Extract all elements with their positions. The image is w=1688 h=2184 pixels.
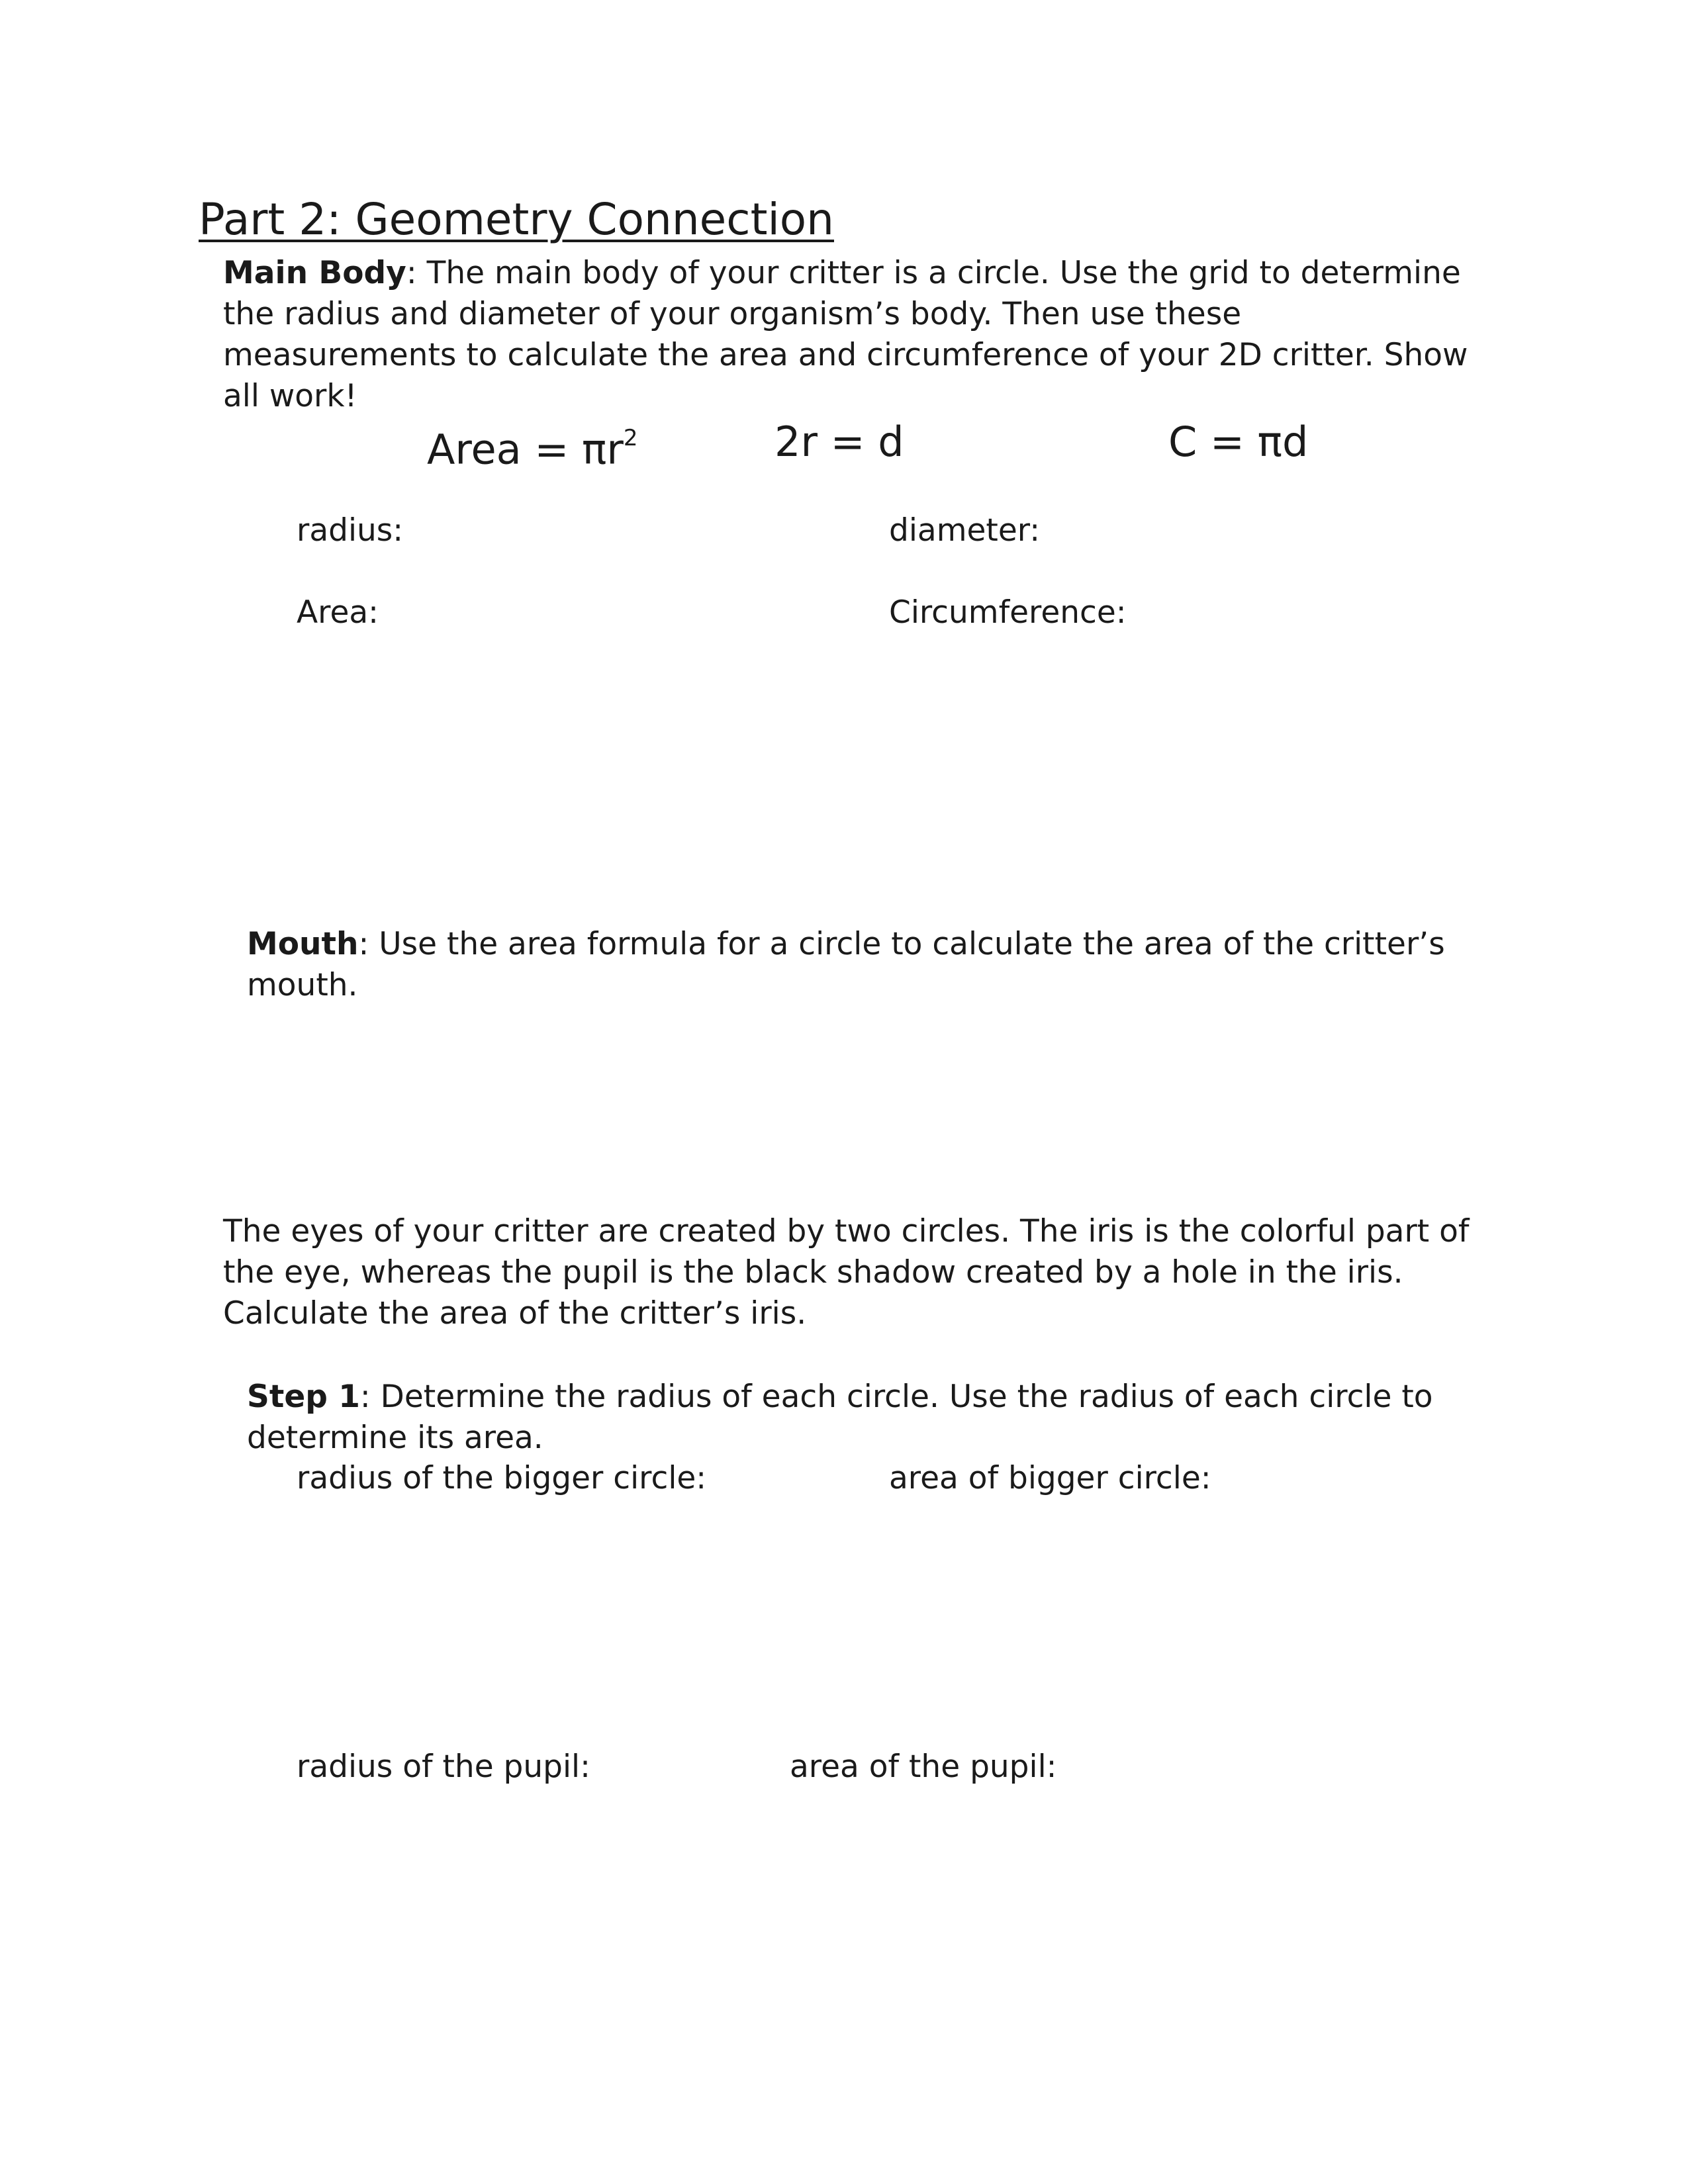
main-body-line-4: all work!	[223, 378, 357, 414]
main-body-line-3: measurements to calculate the area and circumference of your 2D critter. Show	[223, 337, 1468, 373]
area-bigger-circle-label: area of bigger circle:	[889, 1460, 1211, 1496]
step1-heading: Step 1	[247, 1379, 360, 1415]
main-body-line-1: Main Body: The main body of your critter is a circle. Use the grid to determine	[223, 255, 1461, 291]
eyes-line-3: Calculate the area of the critter’s iris.	[223, 1295, 807, 1332]
radius-pupil-label: radius of the pupil:	[297, 1749, 590, 1785]
mouth-line-1: Mouth: Use the area formula for a circle to calculate the area of the critter’s	[247, 926, 1445, 962]
eyes-line-1: The eyes of your critter are created by two circles. The iris is the colorful part of	[223, 1213, 1470, 1250]
diameter-formula: 2r = d	[774, 418, 904, 466]
step1-line-2: determine its area.	[247, 1420, 543, 1456]
page-title: Part 2: Geometry Connection	[199, 194, 834, 245]
mouth-line-2: mouth.	[247, 967, 358, 1003]
area-pupil-label: area of the pupil:	[790, 1749, 1057, 1785]
area-label: Area:	[297, 594, 379, 631]
circumference-formula: C = πd	[1168, 418, 1309, 466]
main-body-heading: Main Body	[223, 255, 406, 291]
step1-line-1: Step 1: Determine the radius of each circle. Use the radius of each circle to	[247, 1379, 1433, 1415]
eyes-line-2: the eye, whereas the pupil is the black shadow created by a hole in the iris.	[223, 1254, 1403, 1291]
mouth-heading: Mouth	[247, 926, 359, 962]
radius-bigger-circle-label: radius of the bigger circle:	[297, 1460, 707, 1496]
area-formula: Area = $\pi r^2$	[427, 425, 638, 474]
main-body-line-2: the radius and diameter of your organism’s body. Then use these	[223, 296, 1242, 332]
area-formula-exponent: 2	[623, 425, 638, 451]
diameter-label: diameter:	[889, 512, 1041, 549]
radius-label: radius:	[297, 512, 404, 549]
circumference-label: Circumference:	[889, 594, 1127, 631]
